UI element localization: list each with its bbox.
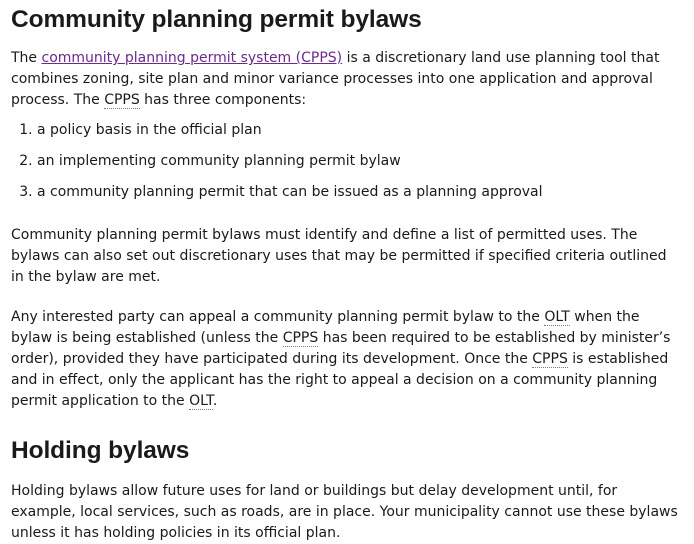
olt-abbreviation[interactable]: OLT [189,393,213,409]
components-list [11,120,683,203]
cpps-link[interactable]: community planning permit system (CPPS) [41,50,343,66]
appeal-text-5: . [212,393,218,409]
olt-abbreviation[interactable]: OLT [544,309,570,325]
permitted-uses-paragraph: Community planning permit bylaws must identify and define a list of permitted uses. The bylaws can also set out discretionary uses that may be permitted if specified criteria outlined in the bylaw are met. [11,227,667,285]
appeal-paragraph [11,307,683,412]
cpps-intro-paragraph [11,48,683,111]
cpps-abbreviation[interactable]: CPPS [104,92,140,108]
cpps-abbreviation[interactable]: CPPS [532,351,568,367]
intro-text-middle: is a discretionary land use planning tool that combines zoning, site plan and minor variance processes into one application and approval process. The [11,50,660,108]
intro-text-end: has three components: [139,92,307,108]
appeal-text-1: Any interested party can appeal a community planning permit bylaw to the [11,309,545,325]
appeal-text-3: has been required to be established by minister’s order), provided they have participated during its development. Once the [11,330,671,367]
intro-text-start: The [11,50,42,66]
appeal-text-4: is established and in effect, only the applicant has the right to appeal a decision on a community planning permit application to the [11,351,669,409]
list-item: 2. an implementing community planning permit bylaw [37,151,683,172]
list-item: 3. a community planning permit that can be issued as a planning approval [37,182,683,203]
section-heading-community-planning: Community planning permit bylaws [11,6,422,33]
list-item: 1. a policy basis in the official plan [37,120,683,141]
appeal-text-2: when the bylaw is being established (unless the [11,309,640,346]
section-heading-holding-bylaws: Holding bylaws [11,437,190,464]
holding-bylaws-paragraph: Holding bylaws allow future uses for land or buildings but delay development until, for example, local services, such as roads, are in place. Your municipality cannot use these bylaws unless it has holding policies in its official plan. [11,483,678,541]
cpps-abbreviation[interactable]: CPPS [282,330,319,346]
